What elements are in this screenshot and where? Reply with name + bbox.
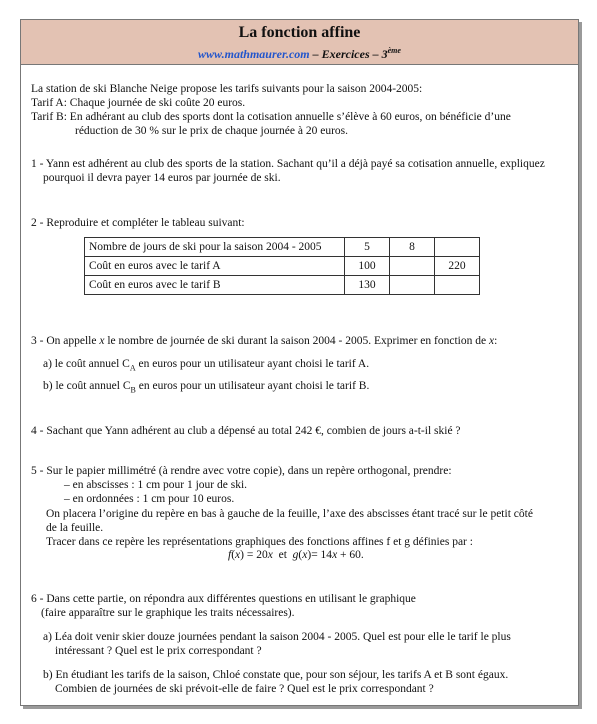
subtitle-dash: – (312, 47, 319, 61)
q3-a-pre: a) le coût annuel C (43, 358, 130, 370)
f-var2: x (267, 549, 273, 561)
q5-formulas (228, 548, 364, 562)
q3-b-post: en euros pour un utilisateur ayant choisi le tarif B. (138, 380, 370, 392)
q3-text-a: 3 - On appelle (31, 335, 97, 347)
q2-line-1: 2 - Reproduire et compléter le tableau suivant: (31, 217, 245, 229)
table-cell: 220 (435, 257, 480, 276)
g-open: ( (298, 549, 303, 561)
g-end: + 60. (340, 549, 364, 561)
q6-b-line-1: b) En étudiant les tarifs de la saison, Chloé constate que, pour son séjour, les tarifs A et B sont égaux. (43, 669, 509, 681)
q5-line-6: Tracer dans ce repère les représentations graphiques des fonctions affines f et g définies par : (46, 536, 473, 548)
table-cell (435, 276, 480, 295)
q4-line-1: 4 - Sachant que Yann adhérent au club a dépensé au total 242 €, combien de jours a-t-il skié ? (31, 425, 461, 437)
subtitle-dash-2: – (372, 47, 379, 61)
g-var2: x (332, 549, 338, 561)
q5-line-4: On placera l’origine du repère en bas à gauche de la feuille, l’axe des abscisses étant tracé sur le petit côté (46, 508, 533, 520)
table-cell (435, 238, 480, 257)
subtitle-level-suffix: ème (387, 46, 401, 55)
q3-a-sub: A (129, 363, 136, 373)
g-name: g (292, 549, 299, 561)
q3-var-x: x (99, 335, 105, 347)
table-cell (390, 257, 435, 276)
q5-line-1: 5 - Sur le papier millimétré (à rendre avec votre copie), dans un repère orthogonal, prendre: (31, 465, 452, 477)
f-var: x (235, 549, 241, 561)
q3-text-c: : (494, 335, 498, 347)
site-link[interactable]: www.mathmaurer.com (198, 47, 310, 61)
intro-line-2: Tarif A: Chaque journée de ski coûte 20 euros. (31, 97, 246, 109)
table-cell (390, 276, 435, 295)
q5-line-5: de la feuille. (46, 522, 104, 534)
table-cell-label: Coût en euros avec le tarif B (85, 276, 345, 295)
intro-line-4: réduction de 30 % sur le prix de chaque journée à 20 euros. (75, 125, 349, 137)
g-var: x (302, 549, 308, 561)
q3-text-b: le nombre de journée de ski durant la saison 2004 - 2005. Exprimer en fonction de (107, 335, 487, 347)
f-mid: ) = 20 (240, 549, 268, 561)
q3-part-a (43, 357, 369, 375)
q6-b-line-2: Combien de journées de ski prévoit-elle de faire ? Quel est le prix correspondant ? (55, 683, 434, 695)
q1-line-1: 1 - Yann est adhérent au club des sports de la station. Sachant qu’il a déjà payé sa cotisation annuelle, expliquez (31, 158, 545, 170)
table-cell-label: Nombre de jours de ski pour la saison 2004 - 2005 (85, 238, 345, 257)
table-cell: 100 (345, 257, 390, 276)
sheet-content (21, 20, 578, 705)
q3-b-pre: b) le coût annuel C (43, 380, 131, 392)
formula-and: et (278, 549, 287, 561)
table-cell: 130 (345, 276, 390, 295)
q5-line-3: – en ordonnées : 1 cm pour 10 euros. (64, 493, 235, 505)
f-open: ( (231, 549, 236, 561)
subtitle-level: 3 (381, 47, 388, 61)
q6-line-2: (faire apparaître sur le graphique les traits nécessaires). (41, 607, 295, 619)
q1-line-2: pourquoi il devra payer 14 euros par journée de ski. (43, 172, 281, 184)
q3-part-b (43, 379, 369, 397)
subtitle-section: Exercices (321, 47, 370, 61)
q6-line-1: 6 - Dans cette partie, on répondra aux différentes questions en utilisant le graphique (31, 593, 416, 605)
data-table (84, 237, 480, 295)
g-mid: )= 14 (307, 549, 333, 561)
table-cell-label: Coût en euros avec le tarif A (85, 257, 345, 276)
q3-b-sub: B (130, 385, 136, 395)
q6-a-line-2: intéressant ? Quel est le prix correspondant ? (55, 645, 262, 657)
q3-var-x2: x (488, 335, 495, 347)
table-cell: 5 (345, 238, 390, 257)
sheet-title: La fonction affine (238, 24, 361, 41)
q3-a-post: en euros pour un utilisateur ayant choisi le tarif A. (138, 358, 370, 370)
table-row (85, 257, 480, 276)
table-cell: 8 (390, 238, 435, 257)
intro-line-1: La station de ski Blanche Neige propose les tarifs suivants pour la saison 2004-2005: (31, 83, 423, 95)
exercise-sheet (20, 19, 579, 706)
table-row (85, 238, 480, 257)
q6-a-line-1: a) Léa doit venir skier douze journées pendant la saison 2004 - 2005. Quel est pour elle le tarif le plus (43, 631, 511, 643)
intro-line-3: Tarif B: En adhérant au club des sports dont la cotisation annuelle s’élève à 60 euros, on bénéficie d’une (31, 111, 511, 123)
q5-line-2: – en abscisses : 1 cm pour 1 jour de ski. (64, 479, 248, 491)
f-name: f (228, 549, 232, 561)
table-row (85, 276, 480, 295)
q3-line-1 (31, 334, 497, 348)
